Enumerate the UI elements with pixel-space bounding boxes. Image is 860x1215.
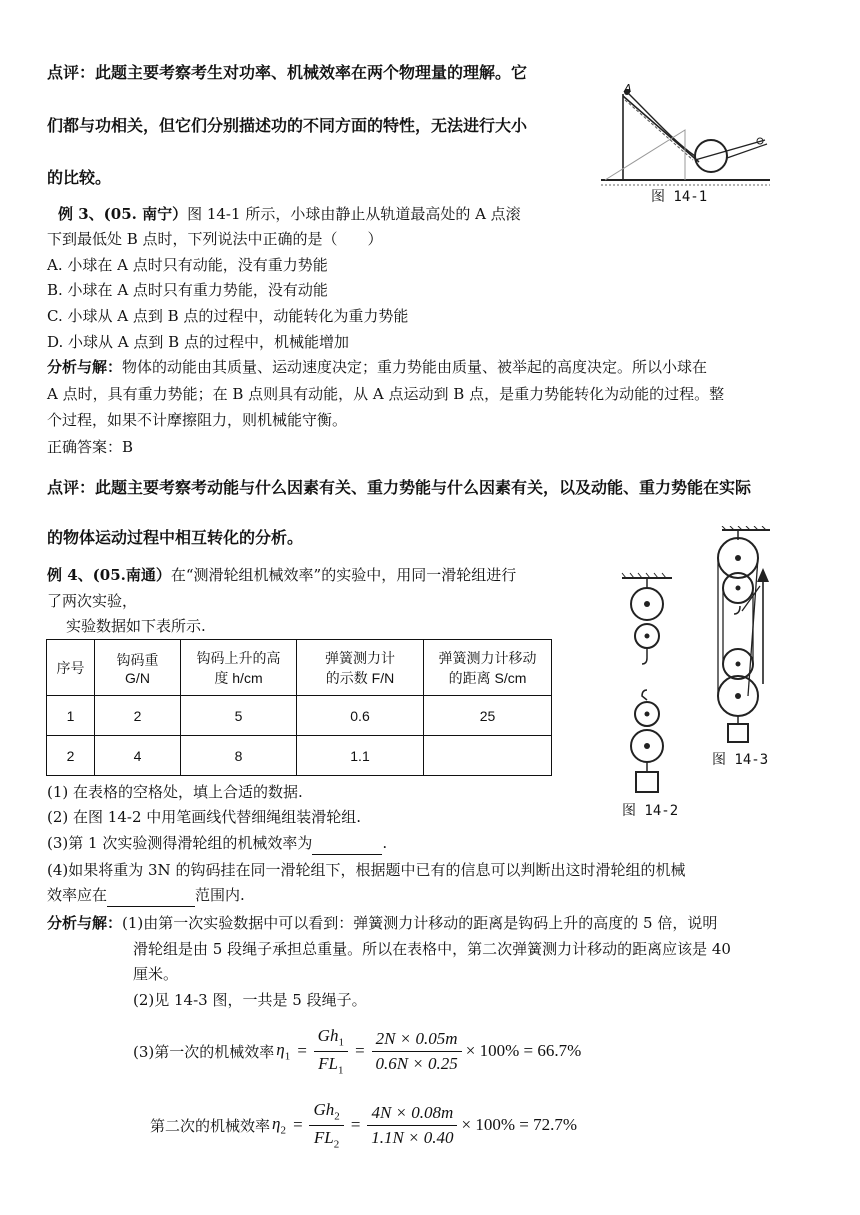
table-cell: 8	[181, 736, 297, 776]
equation-2: 第二次的机械效率 $\eta_2$ = $\frac{Gh_2}{FL_2}$ = $\frac{4N \times 0.08m}{1.1N \times 0.40}$ × 100% = 72.7%	[150, 1100, 578, 1150]
table-cell: 2	[95, 696, 181, 736]
example-3-answer: 正确答案：B	[47, 438, 134, 456]
equation-result: × 100% = 66.7%	[465, 1041, 582, 1060]
review-1-line-3: 的比较。	[47, 168, 112, 187]
example-4-stem-3: 实验数据如下表所示.	[66, 617, 206, 635]
question-3: (3)第 1 次实验测得滑轮组的机械效率为 .	[47, 832, 387, 855]
review-1-line-2: 们都与功相关，但它们分别描述功的不同方面的特性，无法进行大小	[47, 116, 528, 135]
equation-1: (3)第一次的机械效率 $\eta_1$ = $\frac{Gh_1}{FL_1}$ = $\frac{2N \times 0.05m}{0.6N \times 0.25}$ × 100% = 66.7%	[133, 1026, 582, 1076]
table-row	[47, 696, 552, 736]
table-cell: 1	[47, 696, 95, 736]
fraction-values: $\frac{4N \times 0.08m}{1.1N \times 0.40}$	[367, 1103, 457, 1148]
option-c: C. 小球从 A 点到 B 点的过程中，动能转化为重力势能	[47, 307, 409, 325]
analysis-text: (1)由第一次实验数据中可以看到：弹簧测力计移动的距离是钩码上升的高度的 5 倍，说明	[122, 914, 718, 932]
example-3-analysis-2: A 点时，具有重力势能；在 B 点则具有动能，从 A 点运动到 B 点，是重力势能转化为动能的过程。整	[47, 385, 725, 403]
figure-14-3	[700, 526, 790, 746]
review-label: 点评：	[47, 63, 96, 82]
analysis-label: 分析与解：	[47, 914, 123, 932]
table-header-row	[47, 640, 552, 696]
point-a-label: A	[624, 82, 632, 95]
example-4-label: 例 4、(05.南通）	[47, 566, 171, 584]
table-cell: 4	[95, 736, 181, 776]
option-d: D. 小球从 A 点到 B 点的过程中，机械能增加	[47, 333, 349, 351]
data-table	[46, 639, 552, 776]
review-2-line-2: 的物体运动过程中相互转化的分析。	[47, 528, 304, 547]
answer-blank[interactable]	[107, 884, 195, 907]
question-4-line-1: (4)如果将重为 3N 的钩码挂在同一滑轮组下，根据题中已有的信息可以判断出这时滑轮组的机械	[47, 861, 686, 879]
table-cell: 1.1	[297, 736, 424, 776]
review-text: 此题主要考察考生对功率、机械效率在两个物理量的理解。它	[95, 63, 528, 82]
question-1: (1) 在表格的空格处，填上合适的数据.	[47, 783, 303, 801]
example-4-analysis-4: (2)见 14-3 图，一共是 5 段绳子。	[133, 991, 367, 1009]
question-2: (2) 在图 14-2 中用笔画线代替细绳组装滑轮组.	[47, 808, 362, 826]
example-4-stem-2: 了两次实验，	[47, 592, 138, 610]
example-4-stem-text: 在“测滑轮组机械效率”的实验中，用同一滑轮组进行	[170, 566, 517, 584]
option-b: B. 小球在 A 点时只有重力势能，没有动能	[47, 281, 328, 299]
table-header-cell: 弹簧测力计移动 的距离 S/cm	[424, 640, 552, 696]
fraction-gh-fl: $\frac{Gh_2}{FL_2}$	[309, 1100, 343, 1150]
table-header-cell: 钩码上升的高 度 h/cm	[181, 640, 297, 696]
equation-result: × 100% = 72.7%	[461, 1115, 578, 1134]
example-3-stem-1	[58, 203, 521, 225]
example-4-analysis-3: 厘米。	[133, 965, 179, 983]
pulley-assembly-diagram	[700, 526, 790, 746]
table-cell: 2	[47, 736, 95, 776]
example-4-analysis-1	[47, 912, 717, 934]
example-3-analysis-3: 个过程，如果不计摩擦阻力，则机械能守衡。	[47, 411, 348, 429]
answer-blank[interactable]	[312, 832, 382, 855]
table-header-cell: 序号	[47, 640, 95, 696]
figure-14-2-caption: 图 14-2	[622, 803, 679, 819]
example-3-stem-text: 图 14-1 所示，小球由静止从轨道最高处的 A 点滚	[187, 205, 521, 223]
eta-symbol: $\eta_1$	[276, 1039, 291, 1063]
table-header-cell: 钩码重 G/N	[95, 640, 181, 696]
fraction-gh-fl: $\frac{Gh_1}{FL_1}$	[314, 1026, 348, 1076]
table-cell: 0.6	[297, 696, 424, 736]
question-4-line-2: 效率应在 范围内.	[47, 884, 245, 907]
table-row	[47, 736, 552, 776]
example-4-stem-1	[47, 564, 516, 586]
example-3-analysis-1	[47, 356, 707, 378]
figure-14-2	[612, 572, 692, 802]
table-cell: 5	[181, 696, 297, 736]
review-1-line-1	[47, 62, 527, 84]
figure-14-1-caption: 图 14-1	[651, 189, 708, 205]
review-2-line-1	[47, 477, 751, 499]
analysis-label: 分析与解：	[47, 358, 123, 376]
eta-symbol: $\eta_2$	[272, 1113, 286, 1137]
review-label: 点评：	[47, 478, 96, 497]
blank-cell[interactable]	[424, 736, 552, 776]
pulley-parts-diagram	[612, 572, 692, 802]
example-3-stem-2: 下到最低处 B 点时，下列说法中正确的是（ ）	[47, 230, 383, 248]
figure-14-3-caption: 图 14-3	[712, 752, 769, 768]
fraction-values: $\frac{2N \times 0.05m}{0.6N \times 0.25}$	[371, 1029, 461, 1074]
table-cell: 25	[424, 696, 552, 736]
analysis-text: 物体的动能由其质量、运动速度决定；重力势能由质量、被举起的高度决定。所以小球在	[122, 358, 708, 376]
option-a: A. 小球在 A 点时只有动能，没有重力势能	[47, 256, 328, 274]
example-4-analysis-2: 滑轮组是由 5 段绳子承担总重量。所以在表格中，第二次弹簧测力计移动的距离应该是 40	[133, 940, 731, 958]
example-3-label: 例 3、(05. 南宁）	[58, 205, 188, 223]
review-text: 此题主要考察考动能与什么因素有关、重力势能与什么因素有关，以及动能、重力势能在实际	[95, 478, 752, 497]
table-header-cell: 弹簧测力计 的示数 F/N	[297, 640, 424, 696]
